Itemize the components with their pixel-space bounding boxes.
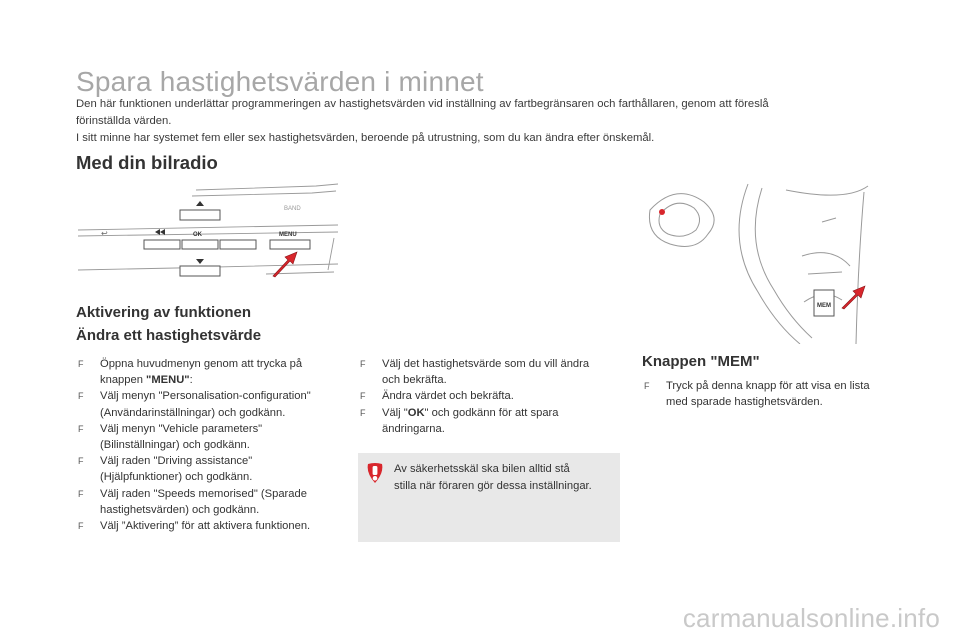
list-item: F Tryck på denna knapp för att visa en lista med sparade hastighetsvärden.: [644, 380, 870, 409]
red-arrow-icon: [842, 286, 865, 309]
warning-text: Av säkerhetsskäl ska bilen alltid stå stilla när föraren gör dessa inställningar.: [394, 463, 592, 492]
svg-text:↩: ↩: [101, 229, 108, 238]
list-item: F Välj raden "Speeds memorised" (Sparade hastighetsvärden) och godkänn.: [78, 487, 307, 516]
menu-key: "MENU": [146, 374, 190, 387]
right-steps-list: [642, 378, 912, 410]
watermark: carmanualsonline.info: [682, 603, 940, 633]
list-item: F Välj raden "Driving assistance" (Hjälpfunktioner) och godkänn.: [78, 455, 253, 484]
bullet-icon: F: [78, 521, 84, 532]
bullet-icon: F: [360, 391, 366, 402]
radio-panel-illustration: [76, 178, 338, 282]
menu-label: MENU: [279, 232, 297, 238]
heading-change-value: Ändra ett hastighetsvärde: [76, 327, 262, 344]
list-item: F Välj det hastighetsvärde som du vill ändra och bekräfta.: [360, 358, 590, 387]
heading-activation: Aktivering av funktionen: [76, 304, 252, 321]
red-dot-icon: [659, 209, 665, 215]
page-title: Spara hastighetsvärden i minnet: [76, 66, 484, 97]
left-steps-list: [76, 356, 356, 534]
list-item: F Öppna huvudmenyn genom att trycka på knappen "MENU":: [78, 358, 303, 387]
list-item: F Ändra värdet och bekräfta.: [358, 388, 628, 404]
warning-icon: [364, 462, 386, 484]
ok-label: OK: [193, 232, 202, 238]
intro-line-3: I sitt minne har systemet fem eller sex hastighetsvärden, beroende på utrustning, som du kan ändra efter önskemål.: [76, 132, 655, 144]
bullet-icon: F: [360, 407, 366, 418]
up-button[interactable]: [180, 210, 220, 220]
steering-wheel-illustration: [636, 182, 870, 344]
list-item: F Välj ”Aktivering” för att aktivera funktionen.: [76, 518, 356, 534]
heading-mem-button: Knappen "MEM": [642, 353, 760, 370]
list-item: F Välj menyn "Personalisation-configuration" (Användarinställningar) och godkänn.: [78, 390, 311, 419]
menu-button[interactable]: [270, 240, 310, 249]
band-label: BAND: [284, 206, 301, 212]
list-item: F Välj menyn "Vehicle parameters" (Bilinställningar) och godkänn.: [78, 422, 263, 452]
intro-line-1: Den här funktionen underlättar programmeringen av hastighetsvärden vid inställning av fartbegränsaren och farthållaren, genom att föreslå: [76, 98, 769, 110]
down-button[interactable]: [180, 266, 220, 276]
bullet-icon: F: [78, 359, 84, 369]
bullet-icon: F: [644, 381, 650, 391]
middle-steps-list: [358, 356, 628, 437]
bullet-icon: F: [78, 391, 84, 402]
intro-line-2: förinställda värden.: [76, 115, 172, 127]
bullet-icon: F: [360, 359, 366, 369]
bullet-icon: F: [78, 456, 84, 467]
bullet-icon: F: [78, 423, 84, 434]
ok-key: OK: [407, 406, 425, 419]
list-item: F Välj "OK" och godkänn för att spara ändringarna.: [360, 406, 559, 435]
mem-label: MEM: [817, 303, 831, 309]
bullet-icon: F: [78, 488, 84, 499]
section-heading-radio: Med din bilradio: [76, 152, 218, 173]
